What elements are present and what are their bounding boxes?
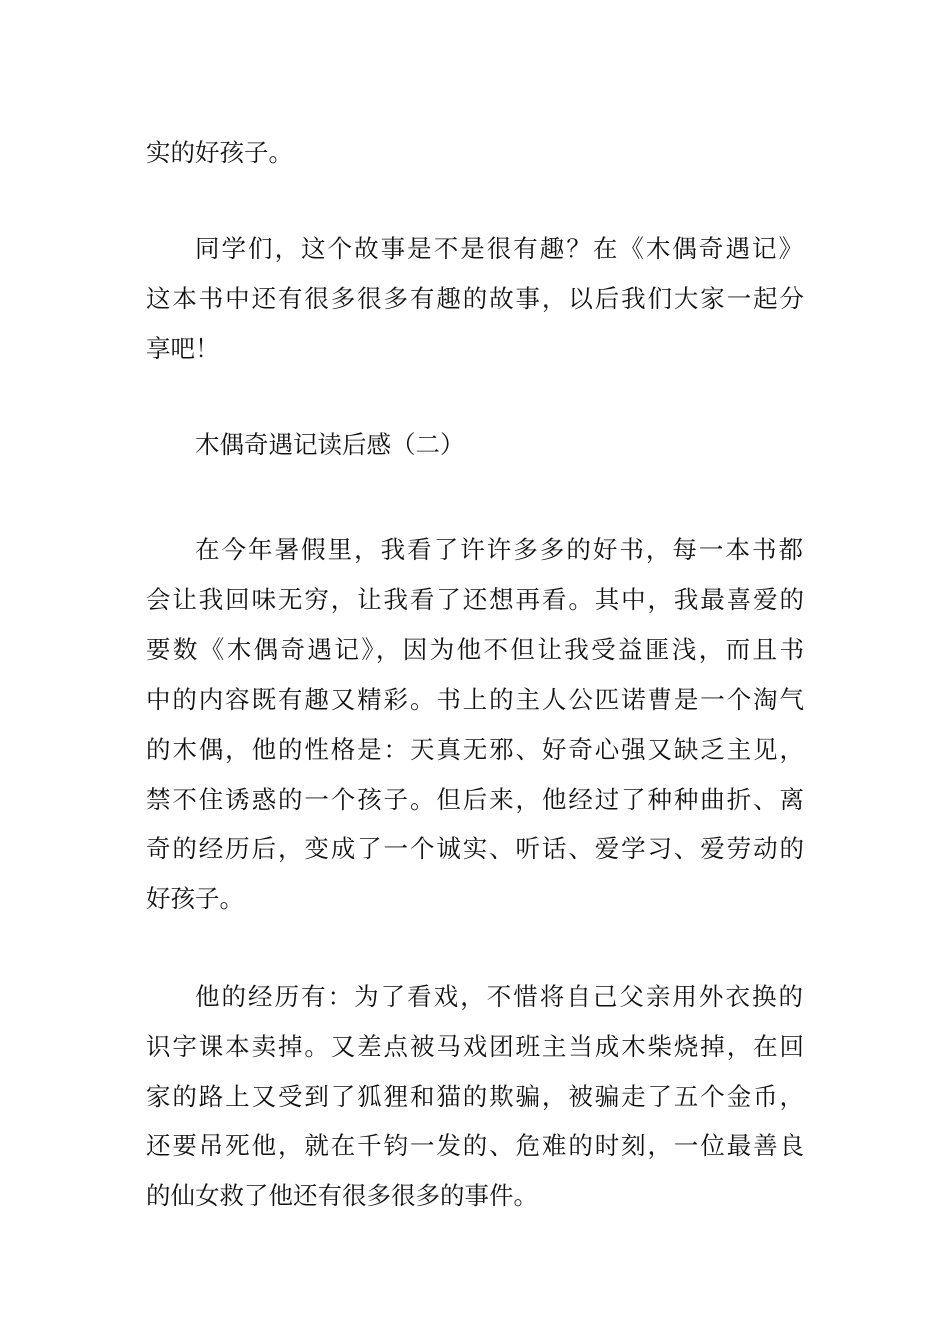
text-line: 享吧！ [146,334,220,363]
text-line: 同学们，这个故事是不是很有趣？在《木偶奇遇记》 [195,234,803,263]
text-line: 这本书中还有很多很多有趣的故事，以后我们大家一起分 [146,284,804,313]
text-line: 好孩子。 [146,884,244,913]
text-line: 他的经历有：为了看戏，不惜将自己父亲用外衣换的 [195,982,803,1011]
text-line: 还要吊死他，就在千钧一发的、危难的时刻，一位最善良 [146,1131,804,1160]
text-line: 实的好孩子。 [146,138,293,167]
text-line: 在今年暑假里，我看了许许多多的好书，每一本书都 [195,535,803,564]
text-line: 家的路上又受到了狐狸和猫的欺骗，被骗走了五个金币， [146,1082,804,1111]
text-line: 识字课本卖掉。又差点被马戏团班主当成木柴烧掉，在回 [146,1032,804,1061]
text-line: 奇的经历后，变成了一个诚实、听话、爱学习、爱劳动的 [146,834,804,863]
text-line: 的仙女救了他还有很多很多的事件。 [146,1181,538,1210]
text-line: 的木偶，他的性格是：天真无邪、好奇心强又缺乏主见， [146,735,804,764]
section-heading: 木偶奇遇记读后感（二） [195,430,465,459]
text-line: 要数《木偶奇遇记》，因为他不但让我受益匪浅，而且书 [146,635,804,664]
text-line: 中的内容既有趣又精彩。书上的主人公匹诺曹是一个淘气 [146,685,804,714]
text-line: 会让我回味无穷，让我看了还想再看。其中，我最喜爱的 [146,585,804,614]
text-line: 禁不住诱惑的一个孩子。但后来，他经过了种种曲折、离 [146,785,804,814]
